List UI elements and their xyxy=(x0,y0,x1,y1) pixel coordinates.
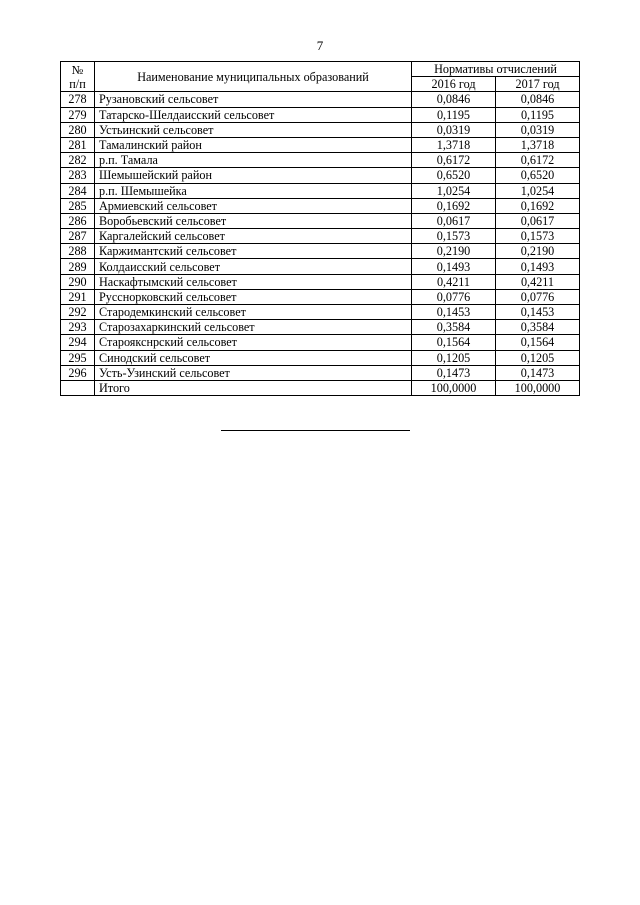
row-value-2016: 1,3718 xyxy=(412,137,496,152)
row-number: 284 xyxy=(61,183,95,198)
row-value-2016: 1,0254 xyxy=(412,183,496,198)
row-number: 296 xyxy=(61,365,95,380)
end-of-document-rule xyxy=(221,430,410,431)
row-municipality-name: р.п. Тамала xyxy=(95,153,412,168)
row-municipality-name: Наскафтымский сельсовет xyxy=(95,274,412,289)
row-value-2017: 0,1473 xyxy=(496,365,580,380)
table-row xyxy=(61,244,580,259)
row-value-2016: 0,0846 xyxy=(412,92,496,107)
table-row xyxy=(61,198,580,213)
table-row xyxy=(61,137,580,152)
total-value-2016: 100,0000 xyxy=(412,380,496,395)
table-row xyxy=(61,213,580,228)
row-number: 282 xyxy=(61,153,95,168)
row-value-2017: 0,1692 xyxy=(496,198,580,213)
row-number: 293 xyxy=(61,320,95,335)
table-row xyxy=(61,168,580,183)
row-value-2016: 0,1493 xyxy=(412,259,496,274)
header-number-abbrev: п/п xyxy=(69,76,86,91)
row-value-2017: 0,0776 xyxy=(496,289,580,304)
table-row xyxy=(61,365,580,380)
row-value-2016: 0,1573 xyxy=(412,229,496,244)
row-number: 291 xyxy=(61,289,95,304)
row-value-2017: 0,0617 xyxy=(496,213,580,228)
row-number: 280 xyxy=(61,122,95,137)
header-municipality-name: Наименование муниципальных образований xyxy=(95,62,412,92)
row-value-2017: 0,1205 xyxy=(496,350,580,365)
total-row xyxy=(61,380,580,395)
row-value-2016: 0,0319 xyxy=(412,122,496,137)
row-value-2017: 0,1573 xyxy=(496,229,580,244)
row-municipality-name: Татарско-Шелдаисский сельсовет xyxy=(95,107,412,122)
row-number: 290 xyxy=(61,274,95,289)
row-municipality-name: Стародемкинский сельсовет xyxy=(95,305,412,320)
table-row xyxy=(61,229,580,244)
table-header xyxy=(61,62,580,92)
row-municipality-name: Шемышейский район xyxy=(95,168,412,183)
page-number: 7 xyxy=(316,38,324,53)
total-label: Итого xyxy=(95,380,412,395)
row-number: 285 xyxy=(61,198,95,213)
row-number: 292 xyxy=(61,305,95,320)
table-row xyxy=(61,259,580,274)
table-row xyxy=(61,107,580,122)
row-value-2016: 0,3584 xyxy=(412,320,496,335)
row-number: 283 xyxy=(61,168,95,183)
header-year-2017: 2017 год xyxy=(496,77,580,92)
deduction-norms-table xyxy=(60,61,580,396)
row-value-2017: 0,3584 xyxy=(496,320,580,335)
row-number: 295 xyxy=(61,350,95,365)
row-number: 278 xyxy=(61,92,95,107)
row-value-2017: 0,4211 xyxy=(496,274,580,289)
table-row xyxy=(61,274,580,289)
row-value-2016: 0,1195 xyxy=(412,107,496,122)
row-value-2016: 0,6520 xyxy=(412,168,496,183)
header-deduction-norms: Нормативы отчислений xyxy=(412,62,580,77)
row-municipality-name: Колдаисский сельсовет xyxy=(95,259,412,274)
header-row-number xyxy=(61,62,95,92)
table-body xyxy=(61,92,580,396)
row-municipality-name: Синодский сельсовет xyxy=(95,350,412,365)
row-number: 294 xyxy=(61,335,95,350)
table-row xyxy=(61,153,580,168)
row-value-2016: 0,1692 xyxy=(412,198,496,213)
row-value-2017: 0,0846 xyxy=(496,92,580,107)
row-number: 288 xyxy=(61,244,95,259)
table-row xyxy=(61,350,580,365)
row-municipality-name: Воробьевский сельсовет xyxy=(95,213,412,228)
row-value-2016: 0,1473 xyxy=(412,365,496,380)
row-municipality-name: Старозахаркинский сельсовет xyxy=(95,320,412,335)
header-number-sign: № xyxy=(71,62,84,77)
row-municipality-name: Каржимантский сельсовет xyxy=(95,244,412,259)
row-municipality-name: Тамалинский район xyxy=(95,137,412,152)
table-row xyxy=(61,320,580,335)
row-value-2016: 0,1205 xyxy=(412,350,496,365)
table-row xyxy=(61,183,580,198)
row-value-2017: 1,3718 xyxy=(496,137,580,152)
table-row xyxy=(61,305,580,320)
row-value-2016: 0,1453 xyxy=(412,305,496,320)
row-value-2017: 0,1493 xyxy=(496,259,580,274)
row-number: 289 xyxy=(61,259,95,274)
row-value-2016: 0,0617 xyxy=(412,213,496,228)
row-value-2017: 0,1195 xyxy=(496,107,580,122)
row-municipality-name: Устьинский сельсовет xyxy=(95,122,412,137)
total-row-number-empty xyxy=(61,380,95,395)
row-municipality-name: р.п. Шемышейка xyxy=(95,183,412,198)
table-row xyxy=(61,122,580,137)
row-value-2017: 0,6172 xyxy=(496,153,580,168)
row-value-2017: 0,1453 xyxy=(496,305,580,320)
row-value-2017: 0,6520 xyxy=(496,168,580,183)
row-value-2017: 0,0319 xyxy=(496,122,580,137)
row-value-2017: 0,1564 xyxy=(496,335,580,350)
row-value-2016: 0,6172 xyxy=(412,153,496,168)
row-value-2017: 1,0254 xyxy=(496,183,580,198)
row-municipality-name: Усть-Узинский сельсовет xyxy=(95,365,412,380)
row-value-2016: 0,4211 xyxy=(412,274,496,289)
row-value-2016: 0,2190 xyxy=(412,244,496,259)
table-row xyxy=(61,92,580,107)
row-municipality-name: Армиевский сельсовет xyxy=(95,198,412,213)
row-value-2016: 0,0776 xyxy=(412,289,496,304)
row-municipality-name: Рузановский сельсовет xyxy=(95,92,412,107)
row-number: 281 xyxy=(61,137,95,152)
row-number: 287 xyxy=(61,229,95,244)
header-year-2016: 2016 год xyxy=(412,77,496,92)
row-number: 279 xyxy=(61,107,95,122)
table-row xyxy=(61,289,580,304)
row-value-2016: 0,1564 xyxy=(412,335,496,350)
row-municipality-name: Каргалейский сельсовет xyxy=(95,229,412,244)
total-value-2017: 100,0000 xyxy=(496,380,580,395)
row-municipality-name: Русснорковский сельсовет xyxy=(95,289,412,304)
row-value-2017: 0,2190 xyxy=(496,244,580,259)
table-row xyxy=(61,335,580,350)
row-municipality-name: Староякснрский сельсовет xyxy=(95,335,412,350)
row-number: 286 xyxy=(61,213,95,228)
